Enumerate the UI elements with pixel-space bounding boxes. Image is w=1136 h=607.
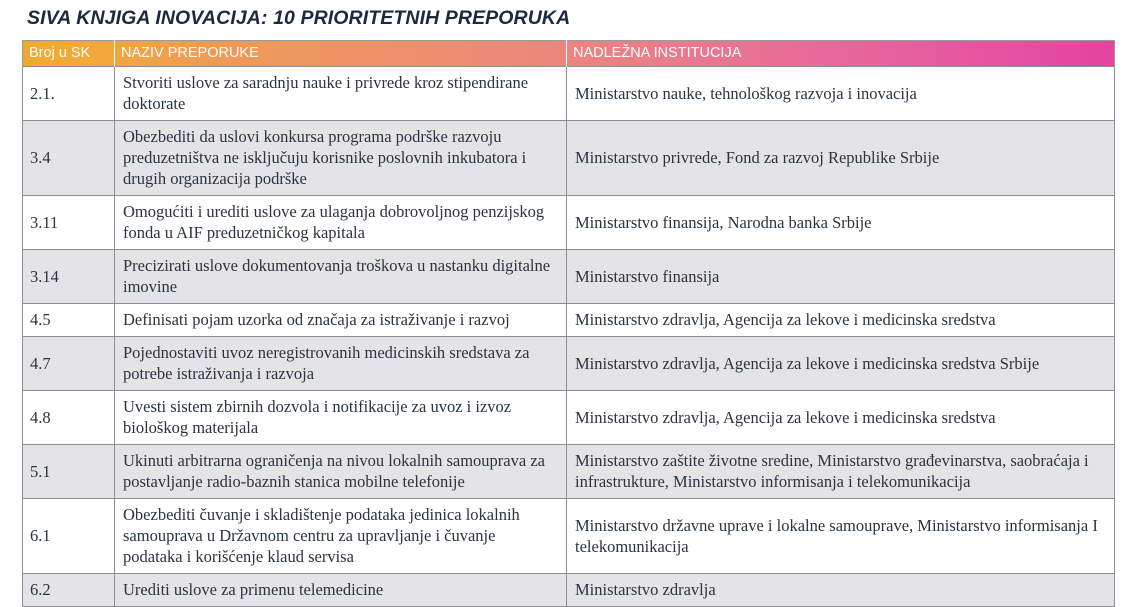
cell-recommendation: Precizirati uslove dokumentovanja troškova u nastanku digitalne imovine xyxy=(115,250,567,304)
cell-recommendation: Urediti uslove za primenu telemedicine xyxy=(115,574,567,607)
table-row xyxy=(23,196,1115,250)
cell-number: 6.2 xyxy=(23,574,115,607)
column-header-institution: NADLEŽNA INSTITUCIJA xyxy=(573,44,742,61)
cell-institution: Ministarstvo privrede, Fond za razvoj Republike Srbije xyxy=(567,121,1115,196)
cell-recommendation: Obezbediti da uslovi konkursa programa podrške razvoju preduzetništva ne isključuju korisnike poslovnih inkubatora i drugih organizacija podrške xyxy=(115,121,567,196)
table-row xyxy=(23,250,1115,304)
cell-recommendation: Ukinuti arbitrarna ograničenja na nivou lokalnih samouprava za postavljanje radio-baznih stanica mobilne telefonije xyxy=(115,445,567,499)
cell-number: 3.4 xyxy=(23,121,115,196)
table-row xyxy=(23,445,1115,499)
table-header xyxy=(23,41,1115,67)
table-row xyxy=(23,499,1115,574)
cell-institution: Ministarstvo finansija, Narodna banka Srbije xyxy=(567,196,1115,250)
cell-institution: Ministarstvo nauke, tehnološkog razvoja i inovacija xyxy=(567,67,1115,121)
cell-recommendation: Obezbediti čuvanje i skladištenje podataka jedinica lokalnih samouprava u Državnom centru za upravljanje i čuvanje podataka i korišćenje klaud servisa xyxy=(115,499,567,574)
recommendations-table xyxy=(22,40,1115,607)
cell-number: 3.11 xyxy=(23,196,115,250)
cell-institution: Ministarstvo državne uprave i lokalne samouprave, Ministarstvo informisanja I telekomunikacija xyxy=(567,499,1115,574)
cell-number: 4.8 xyxy=(23,391,115,445)
column-header-recommendation: NAZIV PREPORUKE xyxy=(115,41,567,67)
table-header-row xyxy=(23,41,1115,67)
cell-institution: Ministarstvo zdravlja, Agencija za lekove i medicinska sredstva xyxy=(567,391,1115,445)
table-row xyxy=(23,337,1115,391)
recommendations-table-container xyxy=(22,40,1114,607)
cell-recommendation: Uvesti sistem zbirnih dozvola i notifikacije za uvoz i izvoz biološkog materijala xyxy=(115,391,567,445)
cell-recommendation: Stvoriti uslove za saradnju nauke i privrede kroz stipendirane doktorate xyxy=(115,67,567,121)
table-row xyxy=(23,304,1115,337)
cell-number: 3.14 xyxy=(23,250,115,304)
cell-institution: Ministarstvo zdravlja xyxy=(567,574,1115,607)
cell-institution: Ministarstvo zdravlja, Agencija za lekove i medicinska sredstva Srbije xyxy=(567,337,1115,391)
table-row xyxy=(23,574,1115,607)
table-body xyxy=(23,67,1115,607)
cell-number: 2.1. xyxy=(23,67,115,121)
cell-number: 5.1 xyxy=(23,445,115,499)
table-row xyxy=(23,67,1115,121)
cell-recommendation: Omogućiti i urediti uslove za ulaganja dobrovoljnog penzijskog fonda u AIF preduzetničkog kapitala xyxy=(115,196,567,250)
cell-institution: Ministarstvo zaštite životne sredine, Ministarstvo građevinarstva, saobraćaja i infrastrukture, Ministarstvo informisanja i telekomunikacija xyxy=(567,445,1115,499)
cell-number: 4.5 xyxy=(23,304,115,337)
cell-institution: Ministarstvo zdravlja, Agencija za lekove i medicinska sredstva xyxy=(567,304,1115,337)
cell-recommendation: Pojednostaviti uvoz neregistrovanih medicinskih sredstava za potrebe istraživanja i razvoja xyxy=(115,337,567,391)
cell-number: 6.1 xyxy=(23,499,115,574)
table-row xyxy=(23,121,1115,196)
table-row xyxy=(23,391,1115,445)
column-header-number: Broj u SK xyxy=(23,41,115,67)
page-title: SIVA KNJIGA INOVACIJA: 10 PRIORITETNIH PREPORUKA xyxy=(27,7,571,29)
cell-number: 4.7 xyxy=(23,337,115,391)
cell-institution: Ministarstvo finansija xyxy=(567,250,1115,304)
cell-recommendation: Definisati pojam uzorka od značaja za istraživanje i razvoj xyxy=(115,304,567,337)
